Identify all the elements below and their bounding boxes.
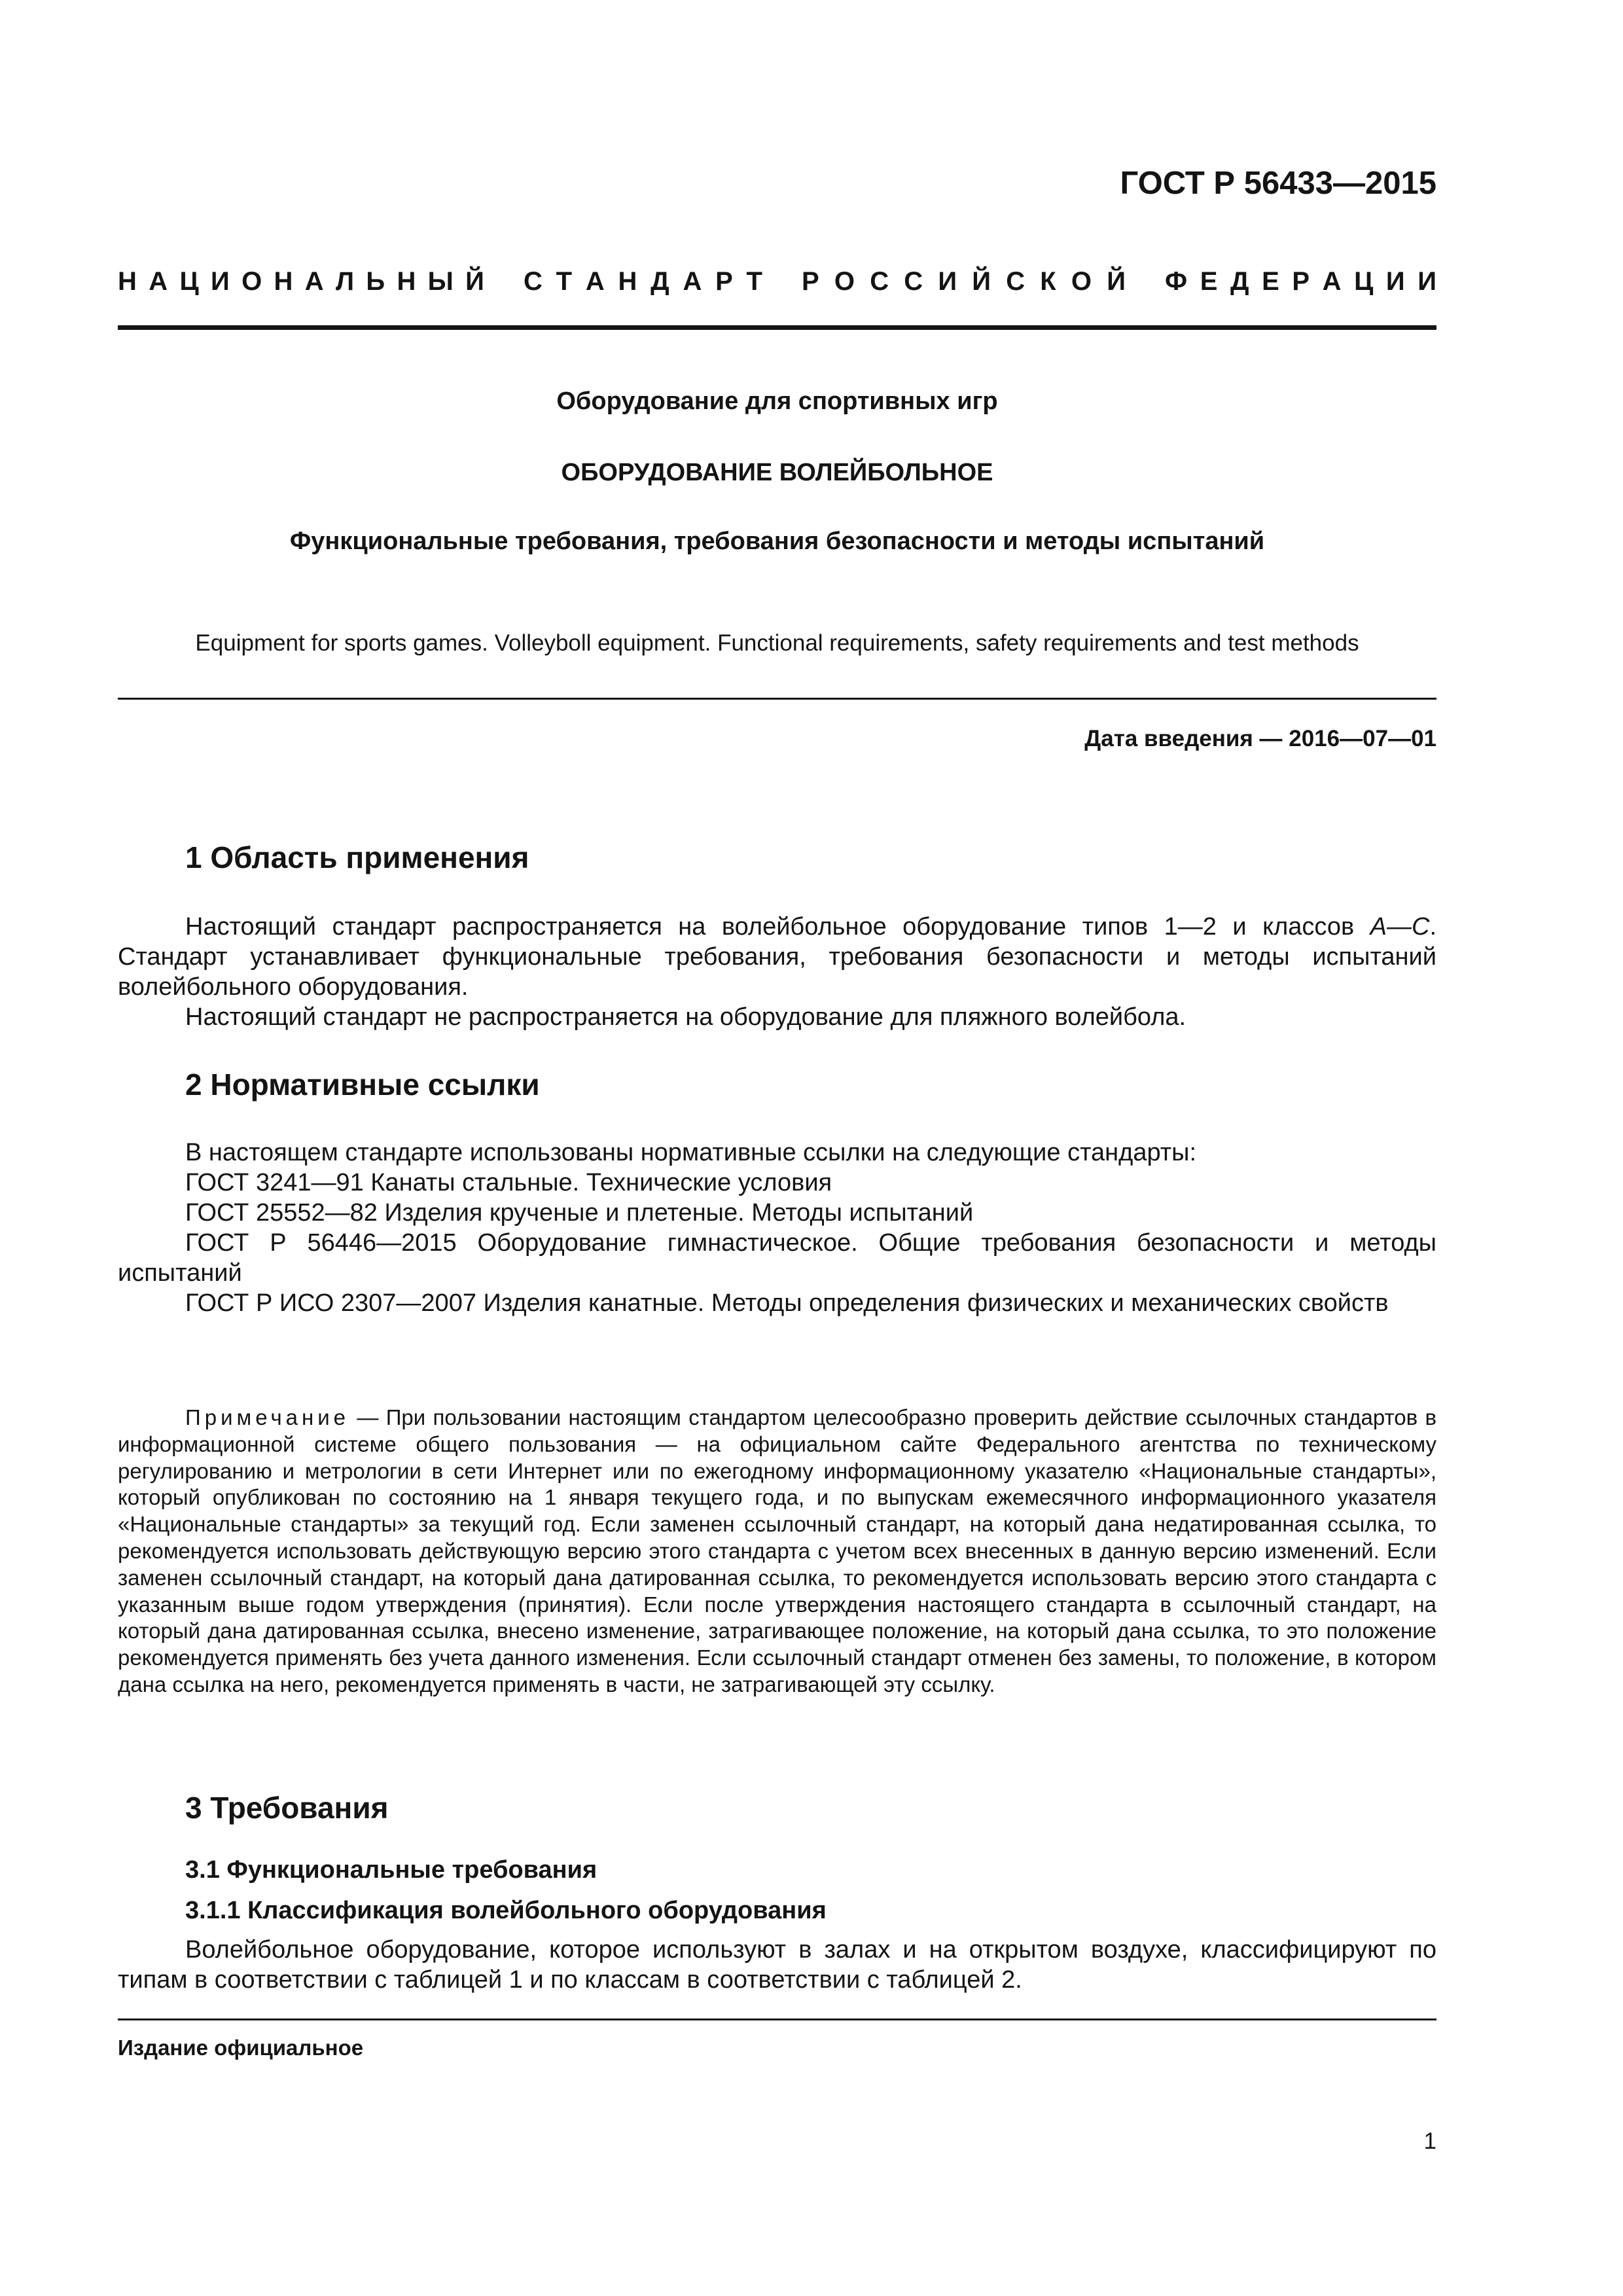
section-2-body [118,1138,1436,1318]
title-letter: Й [1107,267,1126,296]
title-letter: Н [618,267,637,296]
title-letter: И [1418,267,1436,296]
section-3-heading: 3 Требования [185,1791,389,1825]
title-letter: О [834,267,855,296]
references-note [118,1405,1436,1698]
section-3-body [118,1935,1436,1995]
english-title: Equipment for sports games. Volleyboll equipment. Functional requirements, safety requirements and test methods [195,630,1359,656]
national-standard-title [118,267,1436,296]
section-1-heading: 1 Область применения [185,840,529,874]
reference-item: ГОСТ Р ИСО 2307—2007 Изделия канатные. Методы определения физических и механических свойств [185,1289,1389,1317]
note-text: — При пользовании настоящим стандартом целесообразно проверить действие ссылочных стандартов в информационной системе общего пользования — на официальном сайте Федерального агентства по техническому регулированию и метрологии в сети Интернет или по ежегодному информационному указателю «Национальные стандарты», который опубликован по состоянию на 1 января текущего года, и по выпускам ежемесячного информационного указателя «Национальные стандарты» за текущий год. Если заменен ссылочный стандарт, на который дана недатированная ссылка, то рекомендуется использовать действующую версию этого стандарта с учетом всех внесенных в данную версию изменений. Если заменен ссылочный стандарт, на который дана датированная ссылка, то рекомендуется использовать версию этого стандарта с указанным выше годом утверждения (принятия). Если после утверждения настоящего стандарта в ссылочный стандарт, на который дана датированная ссылка, внесено изменение, затрагивающее положение, на который дана ссылка, то это положение рекомендуется применять без учета данного изменения. Если ссылочный стандарт отменен без замены, то положение, в котором дана ссылка на него, рекомендуется применять в части, не затрагивающей эту ссылку. [118,1405,1436,1696]
title-letter: И [938,267,957,296]
national-word-1 [118,267,484,296]
title-letter: Ц [179,267,199,296]
group-title: Оборудование для спортивных игр [556,387,998,415]
title-letter: Й [972,267,991,296]
reference-item: ГОСТ 25552—82 Изделия крученые и плетеные. Методы испытаний [185,1199,974,1227]
title-letter: Й [465,267,484,296]
title-letter: Р [715,267,733,296]
title-letter: С [904,267,923,296]
title-rule [118,698,1436,700]
reference-item: ГОСТ 3241—91 Канаты стальные. Технические условия [185,1169,832,1196]
title-letter: К [1040,267,1056,296]
title-letter: О [241,267,262,296]
section-3-paragraph-1: Волейбольное оборудование, которое используют в залах и на открытом воздухе, классифицируют по типам в соответствии с таблицей 1 и по классам в соответствии с таблицей 2. [118,1936,1436,1994]
title-letter: Ь [366,267,385,296]
footer-rule [118,2018,1436,2020]
title-letter: Н [274,267,293,296]
title-letter: Л [335,267,355,296]
title-letter: А [683,267,702,296]
title-letter: Д [1230,267,1249,296]
title-letter: С [870,267,889,296]
title-letter: Н [397,267,416,296]
header-rule [118,325,1436,330]
subsection-3-1-1-heading: 3.1.1 Классификация волейбольного оборудования [185,1897,827,1924]
title-letter: Т [556,267,573,296]
main-title: ОБОРУДОВАНИЕ ВОЛЕЙБОЛЬНОЕ [561,459,993,486]
reference-item: ГОСТ Р 56446—2015 Оборудование гимнастическое. Общие требования безопасности и методы испытаний [118,1229,1436,1287]
national-word-2 [524,267,762,296]
title-letter: Н [118,267,137,296]
title-letter: Р [1292,267,1310,296]
title-letter: Ы [427,267,454,296]
title-letter: А [1322,267,1342,296]
section-1-paragraph-2: Настоящий стандарт не распространяется на оборудование для пляжного волейбола. [185,1003,1186,1031]
section-2-heading: 2 Нормативные ссылки [185,1067,540,1102]
title-letter: Д [651,267,669,296]
note-label: Примечание [185,1405,350,1429]
national-word-4 [1165,267,1436,296]
title-letter: Т [746,267,762,296]
section-1-body [118,912,1436,1032]
title-letter: С [524,267,543,296]
subsection-3-1-heading: 3.1 Функциональные требования [185,1856,597,1884]
class-range: А—С [1370,913,1430,941]
sub-title: Функциональные требования, требования безопасности и методы испытаний [289,528,1265,555]
effective-date: Дата введения — 2016—07—01 [1084,726,1436,751]
title-letter: Е [1262,267,1279,296]
title-letter: Е [1200,267,1218,296]
references-intro: В настоящем стандарте использованы нормативные ссылки на следующие стандарты: [185,1139,1197,1166]
title-letter: И [210,267,230,296]
title-letter: А [304,267,324,296]
page-number: 1 [1423,2128,1436,2154]
title-letter: Р [802,267,819,296]
section-1-paragraph-1: Настоящий стандарт распространяется на волейбольное оборудование типов 1—2 и классов А—С. Стандарт устанавливает функциональные требования, требования безопасности и методы испытаний волейбольного оборудования. [118,913,1436,1001]
title-letter: А [149,267,168,296]
title-letter: А [585,267,605,296]
title-letter: О [1071,267,1092,296]
title-letter: Ц [1354,267,1374,296]
title-letter: Ф [1165,267,1188,296]
edition-label: Издание официальное [118,2036,364,2060]
title-letter: С [1006,267,1026,296]
title-letter: И [1385,267,1405,296]
national-word-3 [802,267,1126,296]
standard-code: ГОСТ Р 56433—2015 [1120,166,1436,201]
